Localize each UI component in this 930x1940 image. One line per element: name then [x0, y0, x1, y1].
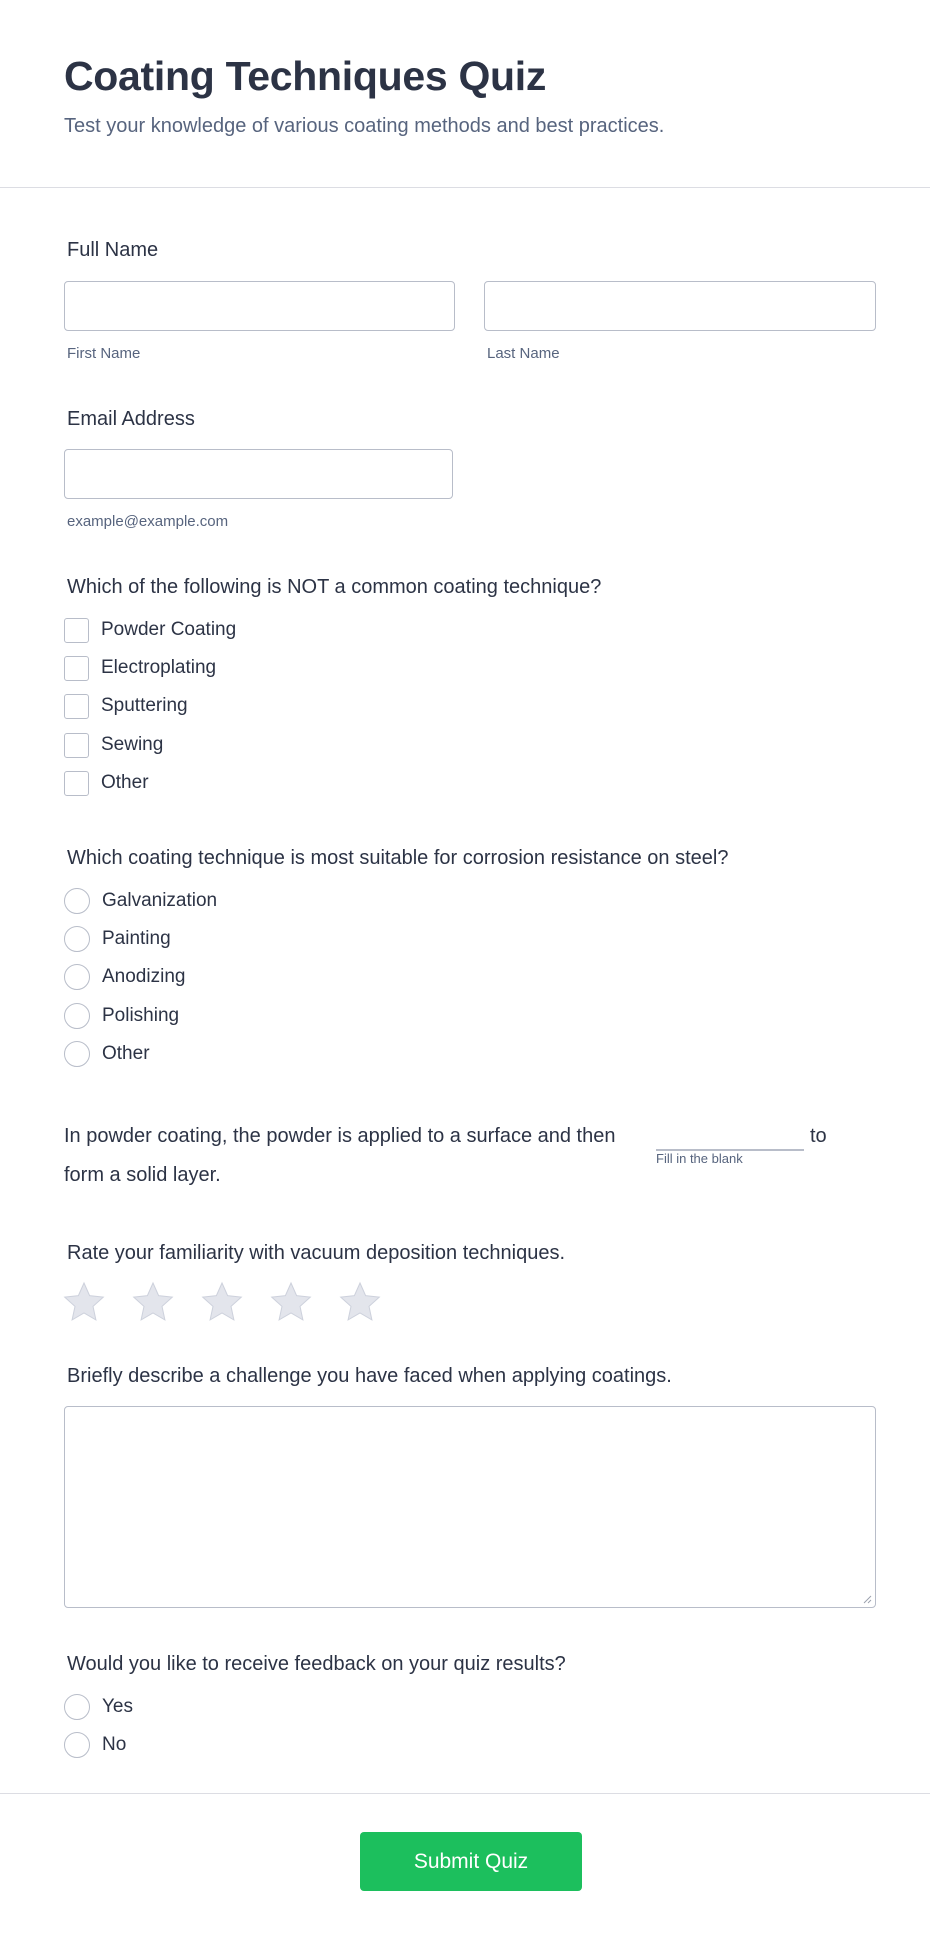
first-name-sublabel: First Name [67, 345, 141, 362]
star-icon[interactable] [131, 1280, 175, 1324]
q1-option-label: Electroplating [101, 657, 217, 678]
feedback-option-label: No [102, 1734, 127, 1755]
radio-button[interactable] [64, 888, 90, 914]
feedback-label: Would you like to receive feedback on your quiz results? [67, 1653, 566, 1675]
challenge-label: Briefly describe a challenge you have faced when applying coatings. [67, 1365, 672, 1387]
q2-option[interactable] [64, 1003, 179, 1029]
last-name-sublabel: Last Name [487, 345, 560, 362]
fill-blank-text-line2: form a solid layer. [64, 1164, 221, 1186]
q2-option-label: Polishing [102, 1005, 180, 1026]
q2-option-label: Galvanization [102, 890, 218, 911]
full-name-label: Full Name [67, 239, 159, 261]
checkbox[interactable] [64, 771, 89, 796]
checkbox[interactable] [64, 656, 89, 681]
email-input[interactable] [64, 449, 453, 499]
form-header [0, 0, 930, 188]
radio-button[interactable] [64, 1003, 90, 1029]
email-sublabel: example@example.com [67, 513, 229, 530]
star-icon[interactable] [338, 1280, 382, 1324]
q1-option-label: Powder Coating [101, 619, 237, 640]
radio-button[interactable] [64, 926, 90, 952]
star-icon[interactable] [62, 1280, 106, 1324]
q1-option[interactable] [64, 655, 216, 681]
form-title: Coating Techniques Quiz [64, 53, 547, 99]
star-icon[interactable] [269, 1280, 313, 1324]
feedback-option-label: Yes [102, 1696, 133, 1717]
q2-option[interactable] [64, 926, 171, 952]
rating-label: Rate your familiarity with vacuum deposition techniques. [67, 1242, 566, 1264]
feedback-option[interactable] [64, 1732, 126, 1758]
fill-blank-text-before: In powder coating, the powder is applied to a surface and then [64, 1125, 616, 1147]
q2-option[interactable] [64, 964, 185, 990]
radio-button[interactable] [64, 1732, 90, 1758]
q1-option[interactable] [64, 617, 236, 643]
fill-blank-caption: Fill in the blank [656, 1151, 743, 1166]
q1-option-label: Other [101, 772, 149, 793]
q2-label: Which coating technique is most suitable for corrosion resistance on steel? [67, 847, 729, 869]
feedback-option[interactable] [64, 1694, 133, 1720]
q1-option-label: Sputtering [101, 695, 188, 716]
q2-option-label: Anodizing [102, 966, 186, 987]
radio-button[interactable] [64, 1041, 90, 1067]
radio-button[interactable] [64, 1694, 90, 1720]
last-name-input[interactable] [484, 281, 876, 331]
q2-option[interactable] [64, 1041, 150, 1067]
q1-option[interactable] [64, 770, 149, 796]
q2-option-label: Other [102, 1043, 150, 1064]
email-label: Email Address [67, 408, 195, 430]
q2-option[interactable] [64, 888, 217, 914]
form-footer [0, 1793, 930, 1940]
q2-option-label: Painting [102, 928, 171, 949]
checkbox[interactable] [64, 694, 89, 719]
checkbox[interactable] [64, 618, 89, 643]
form-subtitle: Test your knowledge of various coating methods and best practices. [64, 115, 665, 137]
first-name-input[interactable] [64, 281, 455, 331]
fill-blank-text-after: to [810, 1125, 827, 1147]
q1-option-label: Sewing [101, 734, 164, 755]
star-icon[interactable] [200, 1280, 244, 1324]
submit-button[interactable]: Submit Quiz [360, 1832, 582, 1891]
q1-label: Which of the following is NOT a common coating technique? [67, 576, 602, 598]
challenge-textarea[interactable] [64, 1406, 876, 1608]
checkbox[interactable] [64, 733, 89, 758]
q1-option[interactable] [64, 693, 188, 719]
star-rating[interactable] [62, 1280, 407, 1324]
resize-handle-icon[interactable] [862, 1594, 872, 1604]
q1-option[interactable] [64, 732, 163, 758]
radio-button[interactable] [64, 964, 90, 990]
